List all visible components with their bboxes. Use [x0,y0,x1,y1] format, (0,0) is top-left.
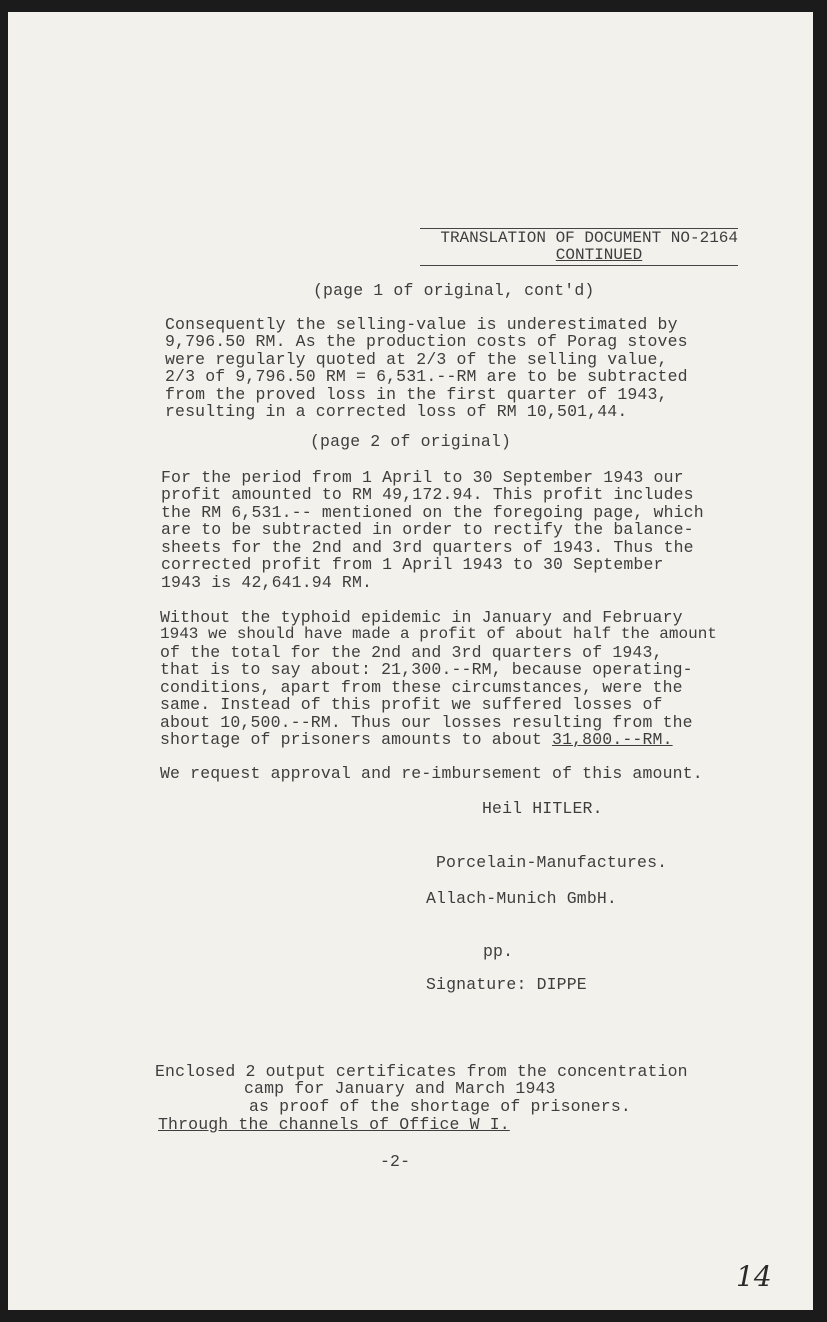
text-line: sheets for the 2nd and 3rd quarters of 1943. Thus the [161,538,694,557]
text-line: profit amounted to RM 49,172.94. This profit includes [161,485,694,504]
text-line: conditions, apart from these circumstances, were the [160,678,683,697]
text-segment: shortage of prisoners amounts to about [160,730,553,749]
text-line: of the total for the 2nd and 3rd quarters of 1943, [160,643,663,662]
signature-line: Signature: DIPPE [426,975,587,994]
header-title: TRANSLATION OF DOCUMENT NO-2164 [440,229,738,247]
per-procuration: pp. [483,942,514,961]
text-line: Consequently the selling-value is underestimated by [165,315,678,334]
text-line: from the proved loss in the first quarter of 1943, [165,385,668,404]
page-reference-1: (page 1 of original, cont'd) [313,281,595,300]
routing-line: Through the channels of Office W I. [158,1115,510,1134]
closing-salutation: Heil HITLER. [482,799,603,818]
document-header [420,228,738,266]
company-location: Allach-Munich GmbH. [426,889,617,908]
text-line: 1943 we should have made a profit of about half the amount [160,625,717,643]
text-line: 9,796.50 RM. As the production costs of Porag stoves [165,332,688,351]
text-line: about 10,500.--RM. Thus our losses resulting from the [160,713,693,732]
request-line: We request approval and re-imbursement of this amount. [160,764,703,783]
page-reference-2: (page 2 of original) [310,432,512,451]
page-number: -2- [380,1152,411,1171]
text-line: For the period from 1 April to 30 September 1943 our [161,468,684,487]
header-continued: CONTINUED [555,246,643,264]
text-line: 2/3 of 9,796.50 RM = 6,531.--RM are to be subtracted [165,367,688,386]
text-line: Enclosed 2 output certificates from the concentration [155,1062,688,1081]
total-loss-amount: 31,800.--RM. [552,730,673,749]
text-line: resulting in a corrected loss of RM 10,501,44. [165,402,628,421]
text-line [160,731,673,749]
handwritten-page-number: 14 [736,1260,772,1293]
company-name: Porcelain-Manufactures. [436,853,668,872]
text-line: the RM 6,531.-- mentioned on the foregoing page, which [161,503,704,522]
text-line: camp for January and March 1943 [244,1079,556,1098]
text-line: same. Instead of this profit we suffered losses of [160,695,663,714]
text-line: were regularly quoted at 2/3 of the selling value, [165,350,668,369]
text-line: as proof of the shortage of prisoners. [249,1097,631,1116]
text-line: that is to say about: 21,300.--RM, because operating- [160,660,693,679]
document-page [8,12,813,1310]
text-line: corrected profit from 1 April 1943 to 30 September [161,555,664,574]
text-line: 1943 is 42,641.94 RM. [161,573,373,592]
text-line: are to be subtracted in order to rectify the balance- [161,520,694,539]
text-line: Without the typhoid epidemic in January and February [160,608,683,627]
